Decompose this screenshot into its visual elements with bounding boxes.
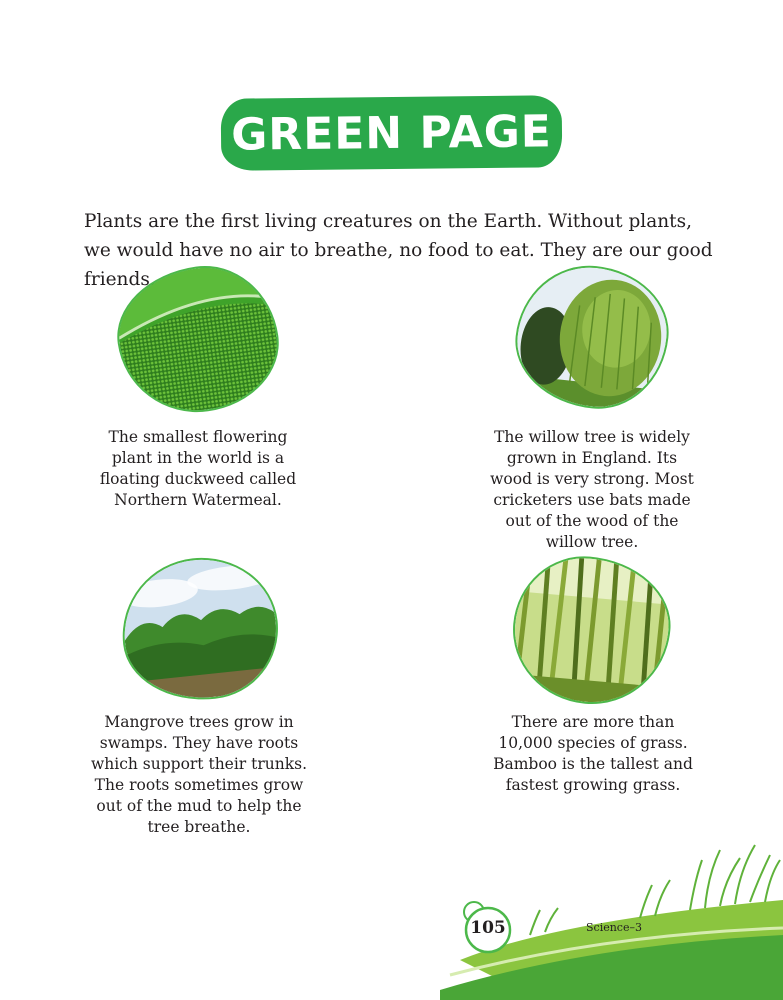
subject-label: Science–3 [586,921,642,934]
mangrove-caption: Mangrove trees grow in swamps. They have roots which support their trunks. The roots sometimes grow out of the mud to help the tree breathe. [90,713,308,836]
page-title: GREEN PAGE [230,105,553,161]
bamboo-caption: There are more than 10,000 species of grass. Bamboo is the tallest and fastest growing grass. [493,713,693,794]
title-banner [221,95,563,171]
intro-paragraph: Plants are the first living creatures on the Earth. Without plants, we would have no air to breathe, no food to eat. They are our good friends. [84,211,713,290]
willow-caption: The willow tree is widely grown in England. Its wood is very strong. Most cricketers use bats made out of the wood of the willow tree. [490,428,694,551]
duckweed-caption: The smallest flowering plant in the world is a floating duckweed called Northern Watermeal. [99,428,297,509]
bamboo-photo [507,550,676,710]
page-number: 105 [470,918,506,938]
mangrove-photo [115,550,285,708]
